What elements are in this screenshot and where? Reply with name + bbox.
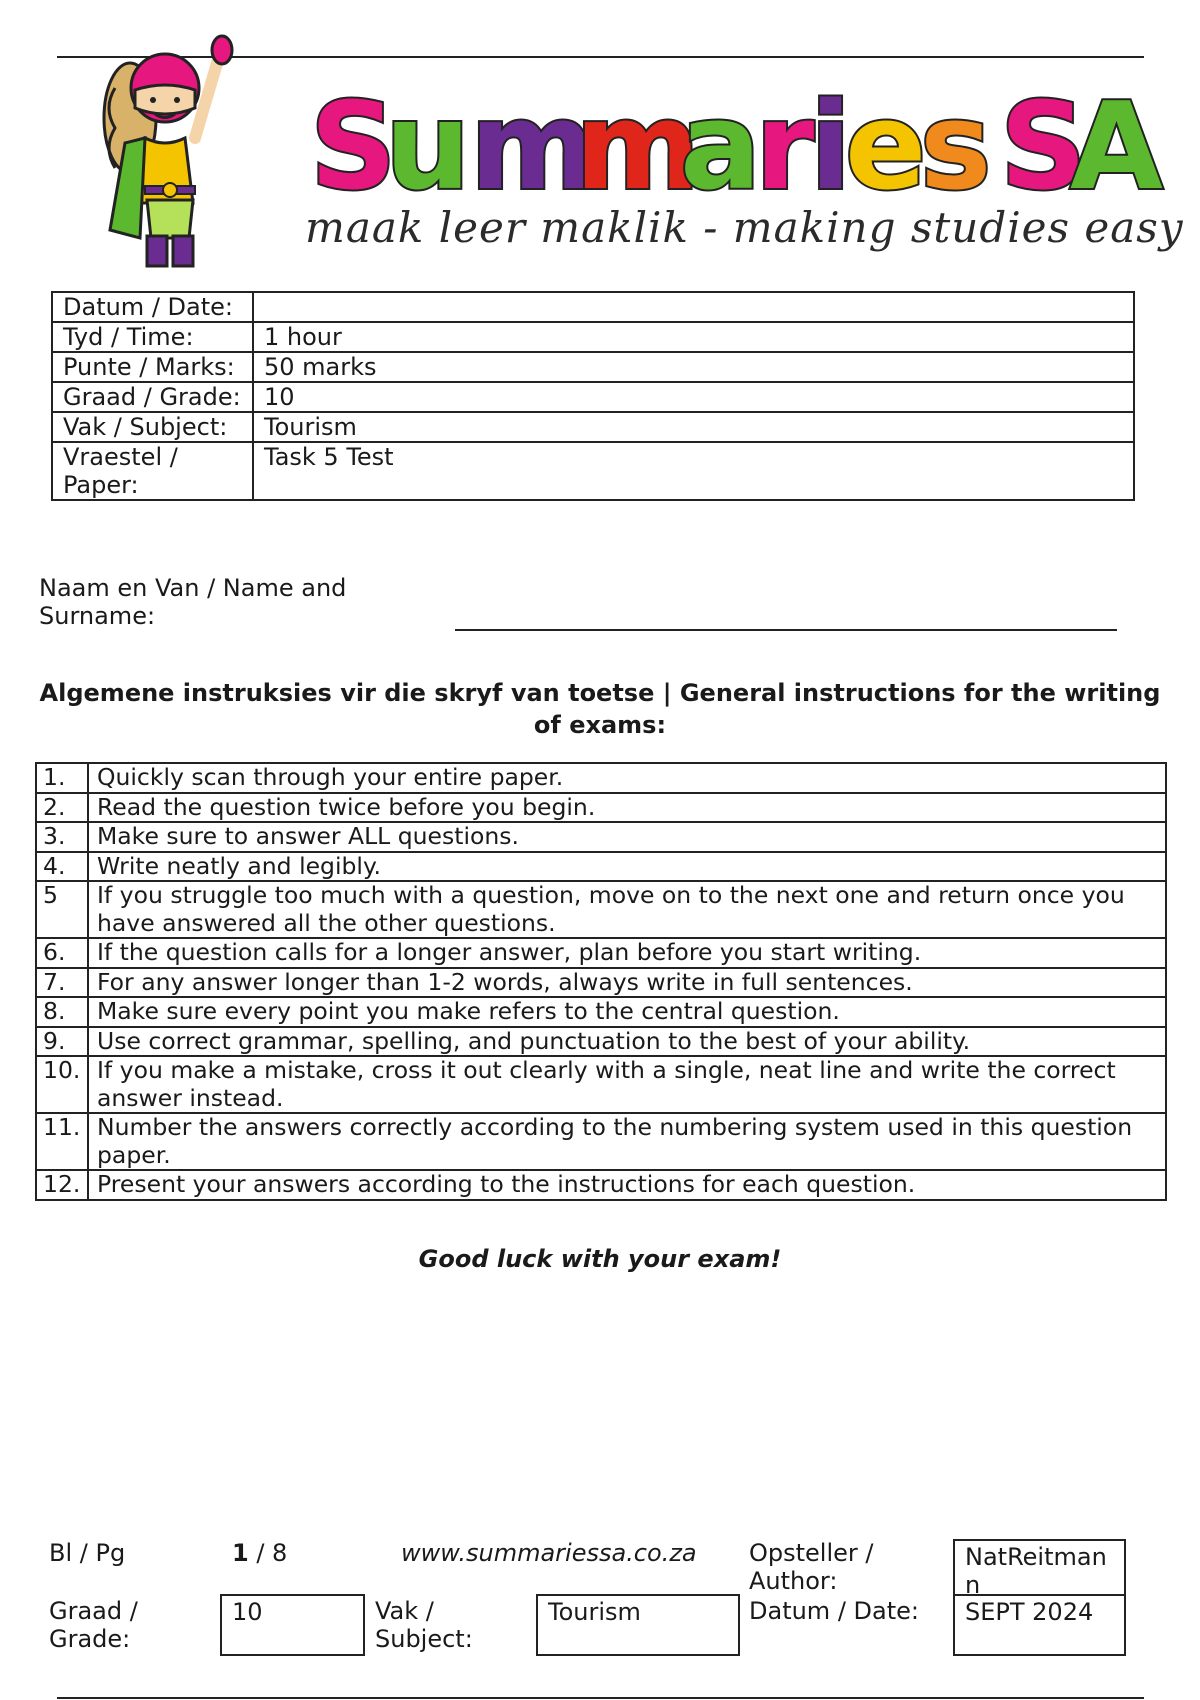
footer-date-label: Datum / Date: <box>749 1597 919 1625</box>
footer-date-value: SEPT 2024 <box>953 1594 1126 1656</box>
instruction-number: 11. <box>36 1113 88 1170</box>
instruction-row <box>36 938 1166 968</box>
instruction-row <box>36 763 1166 793</box>
instruction-row <box>36 1027 1166 1057</box>
instruction-text: Use correct grammar, spelling, and punctuation to the best of your ability. <box>88 1027 1166 1057</box>
instruction-row <box>36 1113 1166 1170</box>
instruction-row <box>36 1170 1166 1200</box>
instruction-number: 8. <box>36 997 88 1027</box>
instruction-number: 12. <box>36 1170 88 1200</box>
website-url[interactable]: www.summariessa.co.za <box>401 1539 697 1567</box>
info-value: Task 5 Test <box>253 442 1134 500</box>
instruction-number: 10. <box>36 1056 88 1113</box>
info-value: 50 marks <box>253 352 1134 382</box>
svg-text:A: A <box>1070 78 1163 217</box>
instruction-text: If the question calls for a longer answer, plan before you start writing. <box>88 938 1166 968</box>
info-label: Vak / Subject: <box>52 412 253 442</box>
instruction-row <box>36 997 1166 1027</box>
instruction-row <box>36 793 1166 823</box>
instruction-number: 7. <box>36 968 88 998</box>
instruction-text: If you struggle too much with a question, move on to the next one and return once you have answered all the other questions. <box>88 881 1166 938</box>
name-surname-line[interactable] <box>455 629 1117 631</box>
instruction-row <box>36 1056 1166 1113</box>
info-label: Graad / Grade: <box>52 382 253 412</box>
svg-text:s: s <box>920 78 992 217</box>
svg-text:a: a <box>680 78 761 217</box>
instruction-text: Make sure every point you make refers to the central question. <box>88 997 1166 1027</box>
instruction-number: 2. <box>36 793 88 823</box>
instruction-number: 5 <box>36 881 88 938</box>
info-value: Tourism <box>253 412 1134 442</box>
info-row-subject <box>52 412 1134 442</box>
instruction-row <box>36 852 1166 882</box>
instruction-text: Read the question twice before you begin. <box>88 793 1166 823</box>
author-value: NatReitmann <box>953 1539 1126 1596</box>
info-row-marks <box>52 352 1134 382</box>
instruction-text: Make sure to answer ALL questions. <box>88 822 1166 852</box>
svg-text:S: S <box>310 78 397 217</box>
exam-info-table <box>51 291 1135 501</box>
info-row-grade <box>52 382 1134 412</box>
info-label: Tyd / Time: <box>52 322 253 352</box>
instruction-text: Present your answers according to the instructions for each question. <box>88 1170 1166 1200</box>
page-current: 1 <box>232 1539 249 1567</box>
instruction-row <box>36 881 1166 938</box>
info-label: Punte / Marks: <box>52 352 253 382</box>
instruction-number: 1. <box>36 763 88 793</box>
footer-grade-value: 10 <box>220 1594 365 1656</box>
instruction-row <box>36 822 1166 852</box>
instructions-table <box>35 762 1167 1201</box>
author-label: Opsteller / Author: <box>749 1539 874 1595</box>
footer-subject-label: Vak / Subject: <box>375 1597 473 1653</box>
svg-text:S: S <box>1000 78 1087 217</box>
info-label: Datum / Date: <box>52 292 253 322</box>
footer-subject-value: Tourism <box>536 1594 740 1656</box>
name-surname-label: Naam en Van / Name and Surname: <box>39 574 347 630</box>
instruction-number: 9. <box>36 1027 88 1057</box>
instructions-heading: Algemene instruksies vir die skryf van toetse | General instructions for the writing of exams: <box>39 679 1161 739</box>
svg-text:i: i <box>810 78 852 217</box>
good-luck-message: Good luck with your exam! <box>418 1245 782 1273</box>
instruction-text: If you make a mistake, cross it out clearly with a single, neat line and write the correct answer instead. <box>88 1056 1166 1113</box>
svg-text:u: u <box>385 78 471 217</box>
instruction-number: 6. <box>36 938 88 968</box>
bottom-rule <box>57 1697 1144 1699</box>
page-number <box>232 1539 287 1567</box>
svg-text:m: m <box>575 78 701 217</box>
instruction-row <box>36 968 1166 998</box>
instruction-text: Write neatly and legibly. <box>88 852 1166 882</box>
instruction-number: 3. <box>36 822 88 852</box>
instruction-text: For any answer longer than 1-2 words, always write in full sentences. <box>88 968 1166 998</box>
svg-text:r: r <box>755 78 815 217</box>
instruction-text: Number the answers correctly according to the numbering system used in this question paper. <box>88 1113 1166 1170</box>
info-value <box>253 292 1134 322</box>
info-row-date <box>52 292 1134 322</box>
page-total: / 8 <box>248 1539 288 1567</box>
info-value: 10 <box>253 382 1134 412</box>
svg-text:e: e <box>845 78 927 217</box>
footer-grade-label: Graad / Grade: <box>49 1597 138 1653</box>
instruction-text: Quickly scan through your entire paper. <box>88 763 1166 793</box>
info-row-paper <box>52 442 1134 500</box>
summaries-sa-logo <box>85 28 1184 278</box>
svg-text:m: m <box>470 78 596 217</box>
instruction-number: 4. <box>36 852 88 882</box>
info-value: 1 hour <box>253 322 1134 352</box>
info-row-time <box>52 322 1134 352</box>
info-label: Vraestel / Paper: <box>52 442 253 500</box>
page-label: Bl / Pg <box>49 1539 126 1567</box>
logo-tagline: maak leer maklik - making studies easy <box>305 203 1184 252</box>
